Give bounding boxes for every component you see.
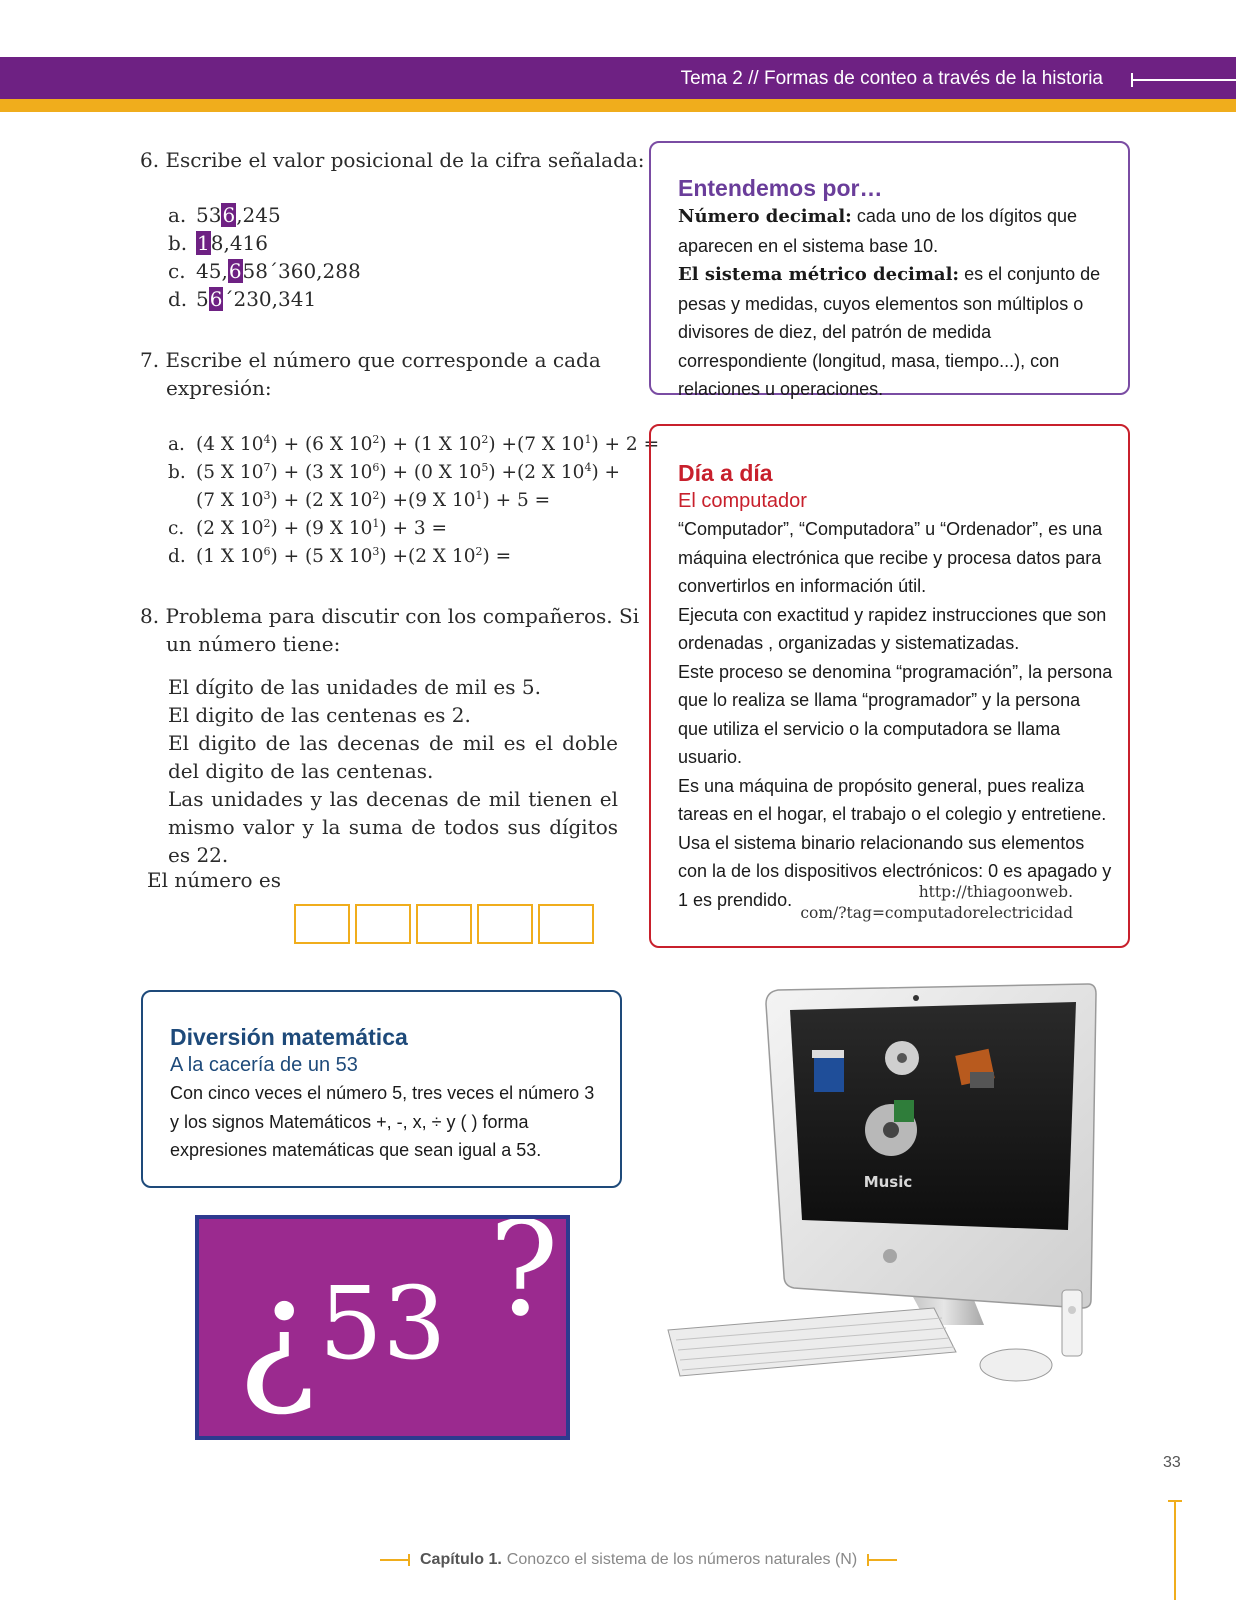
- movie-icon: [814, 1058, 844, 1092]
- side-rule: [1174, 1500, 1176, 1600]
- exercise-6-item-d: d. 56´230,341: [168, 287, 317, 311]
- exercise-6-item-a: a. 536,245: [168, 203, 281, 227]
- footer-chapter: Capítulo 1.: [420, 1551, 502, 1568]
- dia-paragraph: Ejecuta con exactitud y rapidez instrucciones que son ordenadas , organizadas y sistematizadas.: [678, 604, 1107, 653]
- footer-rule-left: [380, 1559, 410, 1561]
- highlighted-digit: 6: [209, 287, 223, 311]
- definition-sistema-metrico: El sistema métrico decimal: es el conjunto de pesas y medidas, cuyos elementos son múltiplos o divisores de diez, del patrón de medida correspondiente (longitud, masa, tiempo...), con relaciones u operaciones.: [678, 264, 1101, 399]
- clue: El dígito de las unidades de mil es 5.: [168, 675, 541, 699]
- exercise-6-items: [168, 201, 361, 313]
- diversion-subtitle: A la cacería de un 53: [170, 1054, 358, 1076]
- number-53: 53: [319, 1265, 447, 1382]
- clue: Las unidades y las decenas de mil tienen el mismo valor y la suma de todos sus dígitos es 22.: [168, 787, 618, 867]
- question-53-graphic: [195, 1215, 570, 1440]
- page-number: 33: [1163, 1454, 1181, 1471]
- clue: El digito de las centenas es 2.: [168, 703, 471, 727]
- screen-music-label: Music: [863, 1173, 913, 1191]
- header-gold-stripe: [0, 99, 1236, 112]
- footer-title: Conozco el sistema de los números naturales (N): [506, 1551, 858, 1568]
- exercise-7-heading: 7. Escribe el número que corresponde a cada expresión:: [140, 348, 601, 400]
- question-mark: ?: [489, 1215, 559, 1345]
- dia-a-dia-box: [649, 424, 1130, 948]
- highlighted-digit: 1: [197, 231, 210, 255]
- footer-rule-right: [867, 1559, 897, 1561]
- mouse: [980, 1349, 1052, 1381]
- dia-paragraph: Este proceso se denomina “programación”, la persona que lo realiza se llama “programador” y la persona que utiliza el servicio o la computadora se llama usuario.: [678, 661, 1113, 767]
- exercise-8-heading: 8. Problema para discutir con los compañeros. Si un número tiene:: [140, 604, 640, 656]
- answer-digit-box[interactable]: [355, 904, 411, 944]
- expression-b: b. (5 X $10^7) + (3$ X $10^6) + (0$ X $10^5) +(2$ X $10^4$) +: [168, 460, 621, 483]
- diversion-matematica-box: [141, 990, 622, 1188]
- dia-a-dia-subtitle: El computador: [678, 490, 807, 512]
- header-title: Tema 2 // Formas de conteo a través de la historia: [680, 68, 1103, 89]
- expression-c: c. (2 X $10^2) + (9$ X $10^1) + 3$ =: [168, 516, 448, 539]
- answer-digit-box[interactable]: [416, 904, 472, 944]
- expression-d: d. (1 X $10^6) + (5$ X $10^3) +(2$ X $10^2$) =: [168, 544, 512, 567]
- answer-label: El número es: [147, 868, 281, 892]
- exercise-6-heading: 6. Escribe el valor posicional de la cifra señalada:: [140, 148, 645, 172]
- expression-a: a. (4 X $10^4) + (6$ X $10^2) + (1$ X $10^2) +(7$ X $10^1) + 2$ =: [168, 432, 660, 455]
- remote: [1062, 1290, 1082, 1356]
- inverted-question-mark: ¿: [237, 1247, 318, 1421]
- expression-b-continued: (7 X $10^3) + (2$ X $10^2) +(9$ X $10^1) + 5$ =: [196, 488, 551, 511]
- diversion-title: Diversión matemática: [170, 1024, 408, 1050]
- entendemos-title: Entendemos por…: [678, 175, 883, 201]
- answer-digit-box[interactable]: [477, 904, 533, 944]
- dia-paragraph: “Computador”, “Computadora” u “Ordenador”, es una máquina electrónica que recibe y procesa datos para convertirlos en información útil.: [678, 519, 1103, 596]
- exercise-6-item-c: c. 45,658´360,288: [168, 259, 361, 283]
- answer-digit-box[interactable]: [538, 904, 594, 944]
- clue: El digito de las decenas de mil es el doble del digito de las centenas.: [168, 731, 618, 783]
- entendemos-por-box: [649, 141, 1130, 399]
- dia-paragraph: Usa el sistema binario relacionando sus elementos con la de los dispositivos electrónicos: 0 es apagado y 1 es prendido.: [678, 832, 1112, 910]
- exercise-6-item-b: b. 18,416: [168, 231, 268, 255]
- dia-a-dia-title: Día a día: [678, 460, 773, 486]
- source-citation: http://thiagoonweb. com/?tag=computadorelectricidad: [800, 883, 1073, 922]
- header-rule: [1133, 79, 1236, 81]
- answer-digit-box[interactable]: [294, 904, 350, 944]
- highlighted-digit: 6: [228, 259, 242, 283]
- highlighted-digit: 6: [222, 203, 236, 227]
- footer: [380, 1551, 897, 1569]
- dia-paragraph: Es una máquina de propósito general, pues realiza tareas en el hogar, el trabajo o el colegio y entretiene.: [678, 775, 1107, 824]
- definition-numero-decimal: Número decimal: cada uno de los dígitos que aparecen en el sistema base 10.: [678, 206, 1077, 256]
- computer-image: [666, 980, 1106, 1400]
- exercise-7-expressions: [168, 431, 659, 571]
- exercise-8-clues: [168, 673, 618, 869]
- diversion-text: Con cinco veces el número 5, tres veces el número 3 y los signos Matemáticos +, -, x, ÷ y ( ) forma expresiones matemáticas que sean igual a 53.: [170, 1083, 595, 1160]
